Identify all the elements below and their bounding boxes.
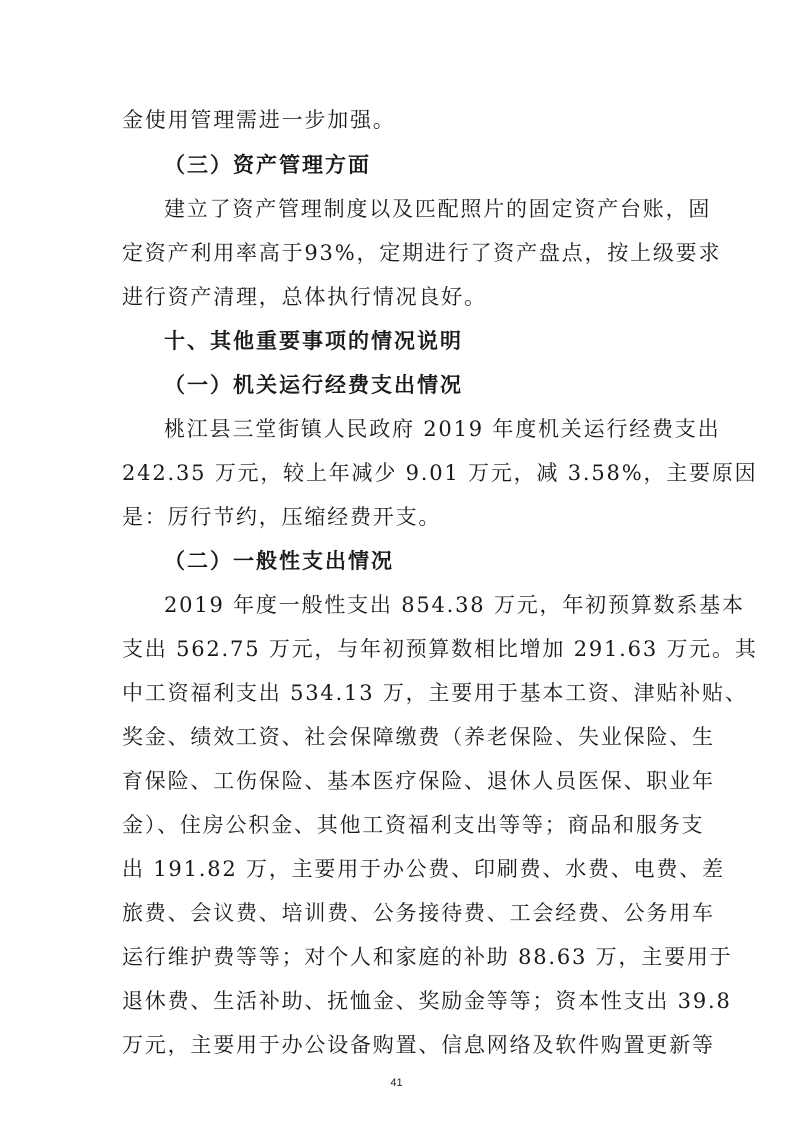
body-line: 2019 年度一般性支出 854.38 万元，年初预算数系基本 [164, 593, 745, 617]
body-line: 支出 562.75 万元，与年初预算数相比增加 291.63 万元。其 [122, 637, 758, 661]
body-line: 金使用管理需进一步加强。 [122, 108, 396, 132]
page-number: 41 [390, 1077, 403, 1089]
body-line: 桃江县三堂街镇人民政府 2019 年度机关运行经费支出 [164, 417, 721, 441]
body-line: 万元，主要用于办公设备购置、信息网络及软件购置更新等 [122, 1033, 715, 1057]
body-line: 奖金、绩效工资、社会保障缴费（养老保险、失业保险、生 [122, 725, 715, 749]
body-line: 是：厉行节约，压缩经费开支。 [122, 505, 442, 529]
body-line: 进行资产清理，总体执行情况良好。 [122, 285, 487, 309]
body-line: 定资产利用率高于93%，定期进行了资产盘点，按上级要求 [122, 241, 722, 265]
body-line: 中工资福利支出 534.13 万，主要用于基本工资、津贴补贴、 [122, 681, 748, 705]
body-line: 出 191.82 万，主要用于办公费、印刷费、水费、电费、差 [122, 857, 725, 881]
body-line: 育保险、工伤保险、基本医疗保险、退休人员医保、职业年 [122, 769, 715, 793]
section-heading: （三）资产管理方面 [164, 152, 371, 177]
chapter-heading: 十、其他重要事项的情况说明 [164, 328, 463, 353]
body-line: 旅费、会议费、培训费、公务接待费、工会经费、公务用车 [122, 901, 715, 925]
body-line: 建立了资产管理制度以及匹配照片的固定资产台账，固 [164, 197, 712, 221]
body-line: 金）、住房公积金、其他工资福利支出等等；商品和服务支 [122, 813, 705, 837]
body-line: 退休费、生活补助、抚恤金、奖励金等等；资本性支出 39.8 [122, 989, 732, 1013]
body-line: 242.35 万元，较上年减少 9.01 万元，减 3.58%，主要原因 [122, 461, 758, 485]
section-heading: （一）机关运行经费支出情况 [164, 372, 463, 397]
body-line: 运行维护费等等；对个人和家庭的补助 88.63 万，主要用于 [122, 945, 733, 969]
section-heading: （二）一般性支出情况 [164, 548, 394, 573]
